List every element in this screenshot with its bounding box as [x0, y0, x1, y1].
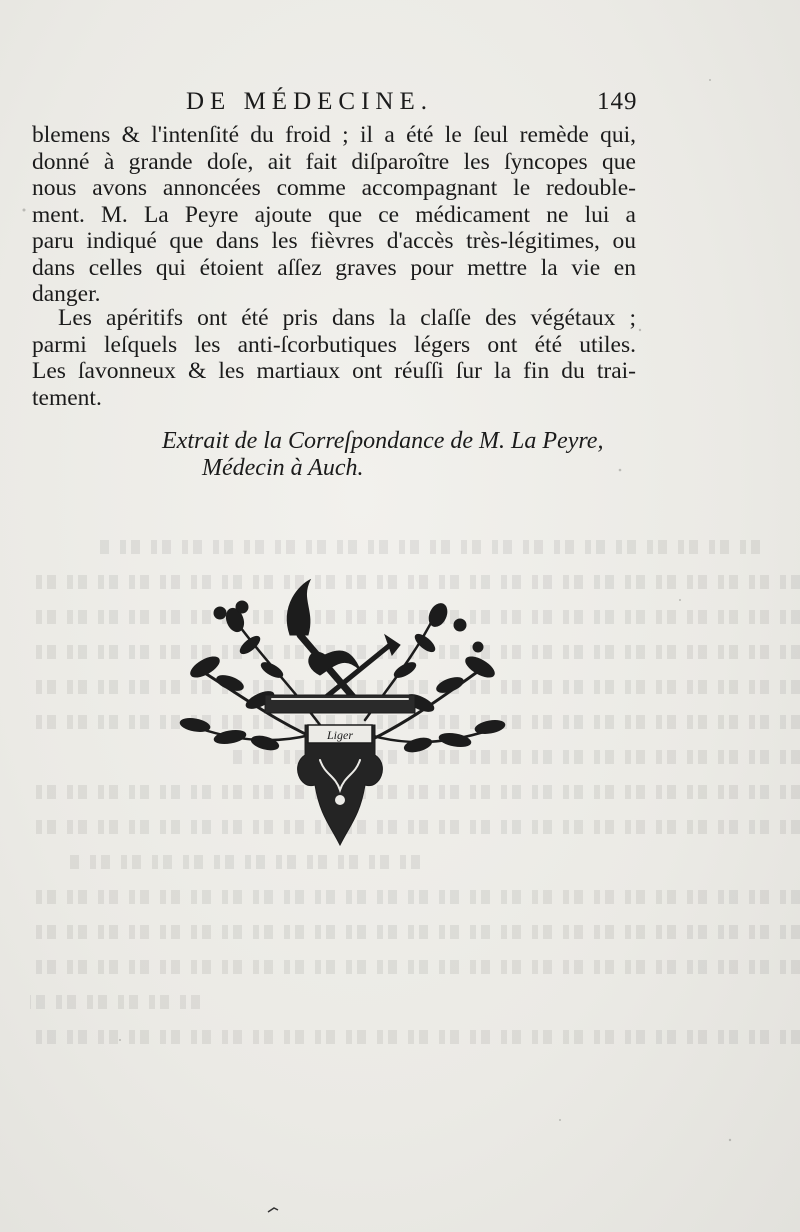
signature-line: Extrait de la Correſpondance de M. La Peyre, [162, 428, 604, 454]
text-line: donné à grande doſe, ait fait diſparoître les ſyncopes que [32, 148, 636, 175]
text-line: dans celles qui étoient aſſez graves pour mettre la vie en [32, 254, 636, 281]
text-line: nous avons annoncées comme accompagnant le redouble- [32, 175, 636, 201]
text-line: tement. [32, 384, 102, 411]
paragraph-continued [32, 122, 636, 308]
page-number: 149 [597, 88, 638, 115]
signature-block [162, 428, 603, 482]
text-line: Les apéritifs ont été pris dans la claſſe des végétaux ; [58, 305, 636, 331]
text-line: parmi leſquels les anti-ſcorbutiques légers ont été utiles. [32, 331, 636, 358]
paragraph-aperitifs [32, 305, 636, 411]
text-line: blemens & l'intenſité du froid ; il a été le ſeul remède qui, [32, 122, 636, 148]
text-line: Les ſavonneux & les martiaux ont réuſſi ſur la fin du trai- [32, 358, 636, 384]
running-head-title: DE MÉDECINE. [186, 88, 433, 115]
text-line: danger. [32, 281, 101, 307]
text-line: ment. M. La Peyre ajoute que ce médicament ne lui a [32, 201, 636, 228]
signature-line: Médecin à Auch. [202, 455, 364, 481]
text-line: paru indiqué que dans les fièvres d'accès très-légitimes, ou [32, 228, 636, 254]
floral-trophy-vignette-icon [160, 575, 520, 855]
ornament-label: Liger [326, 728, 354, 742]
running-header [186, 88, 656, 116]
